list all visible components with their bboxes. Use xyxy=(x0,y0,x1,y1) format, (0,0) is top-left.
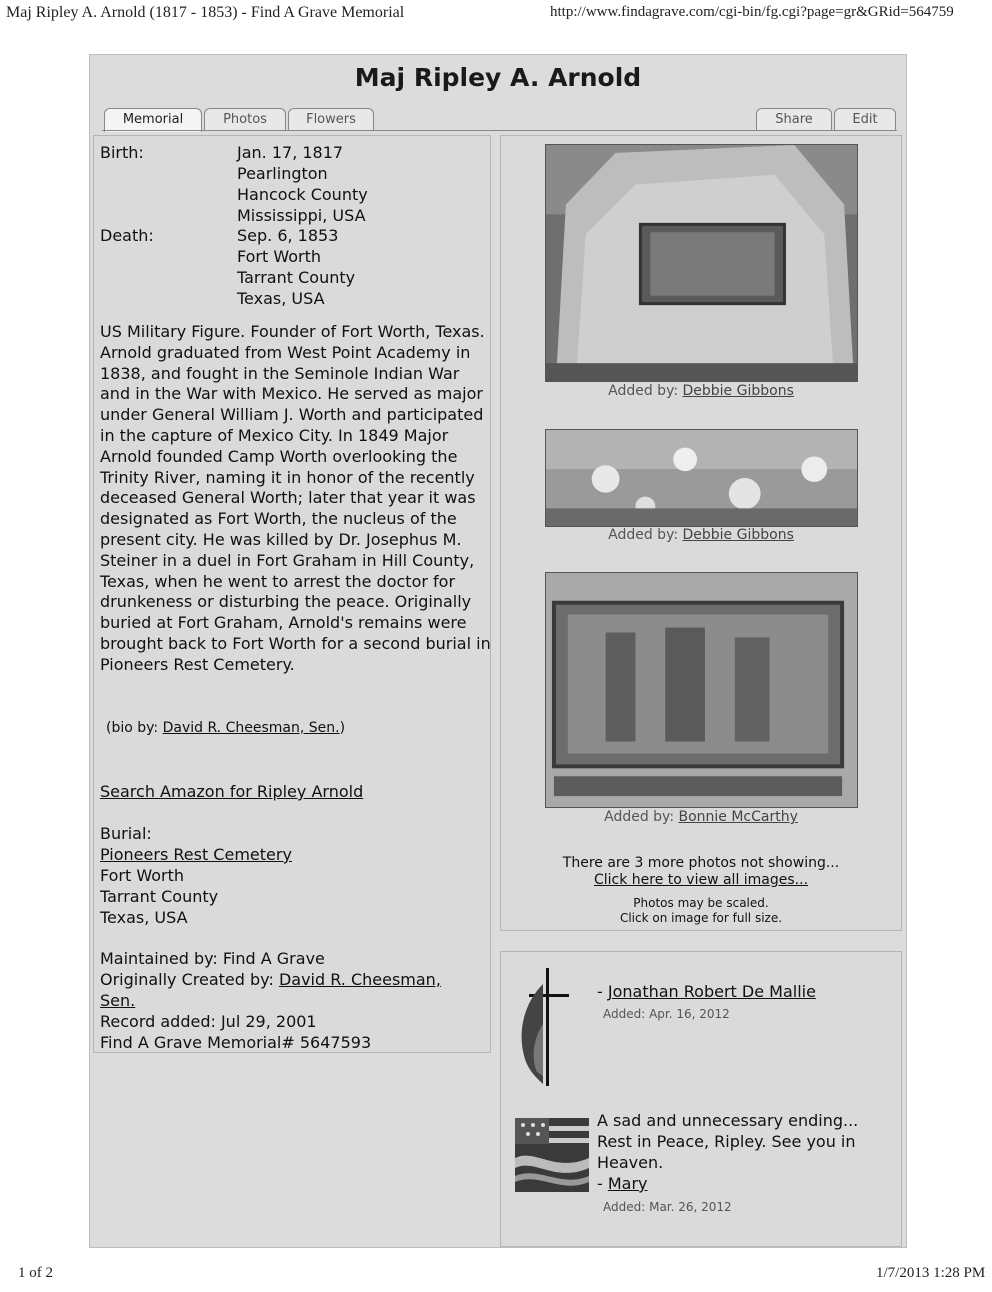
memorial-page xyxy=(89,54,907,1248)
edit-button[interactable]: Edit xyxy=(834,108,896,130)
bio-credit-suffix: ) xyxy=(339,720,346,736)
biography-text: US Military Figure. Founder of Fort Worth, Texas. Arnold graduated from West Point Academy in 1838, and fought in the Seminole Indian War and in the War with Mexico. He served as major under General William J. Worth and participated in the capture of Mexico City. In 1849 Major Arnold founded Camp Worth overlooking the Trinity River, naming it in honor of the recently deceased General Worth; later that year it was designated as Fort Worth, the nucleus of the present city. He was killed by Dr. Josephus M. Steiner in a duel in Fort Graham in Hill County, Texas, when he went to arrest the doctor for drunkeness or disturbing the peace. Originally buried at Fort Graham, Arnold's remains were brought back to Fort Worth for a second burial in Pioneers Rest Cemetery. xyxy=(100,322,491,674)
bio-author-link[interactable]: David R. Cheesman, Sen. xyxy=(162,720,340,736)
maintained-by: Maintained by: Find A Grave xyxy=(100,949,325,968)
bio-credit xyxy=(106,720,345,736)
burial-label: Burial: xyxy=(100,824,152,843)
photo-caption xyxy=(501,809,901,825)
added-by-label: Added by: xyxy=(604,809,679,825)
death-place-line: Tarrant County xyxy=(237,268,356,287)
record-info-block xyxy=(100,948,480,1053)
death-date: Sep. 6, 1853 xyxy=(237,226,339,245)
burial-place-line: Fort Worth xyxy=(100,866,185,885)
print-header-url: http://www.findagrave.com/cgi-bin/fg.cgi?page=gr&GRid=564759 xyxy=(550,4,954,20)
plaque-photo[interactable] xyxy=(545,572,858,808)
burial-place-line: Tarrant County xyxy=(100,887,219,906)
gravestone-photo[interactable] xyxy=(545,144,858,382)
birth-place-line: Pearlington xyxy=(237,164,328,183)
print-page-number: 1 of 2 xyxy=(18,1265,53,1281)
birth-label: Birth: xyxy=(100,143,144,162)
birth-place-line: Mississippi, USA xyxy=(237,206,366,225)
photo-scale-note: Photos may be scaled. xyxy=(633,896,769,910)
memorial-details-panel xyxy=(93,135,491,1053)
contributor-link[interactable]: Bonnie McCarthy xyxy=(678,809,798,825)
tab-flowers[interactable]: Flowers xyxy=(288,108,374,130)
signature-dash: - xyxy=(597,982,608,1001)
contributor-link[interactable]: Debbie Gibbons xyxy=(682,383,794,399)
burial-place-line: Texas, USA xyxy=(100,908,188,927)
tab-memorial[interactable]: Memorial xyxy=(104,108,202,132)
added-by-label: Added by: xyxy=(608,383,683,399)
photo-caption xyxy=(501,383,901,399)
memorial-number: Find A Grave Memorial# 5647593 xyxy=(100,1033,372,1052)
burial-block xyxy=(100,823,485,928)
photos-panel xyxy=(500,135,902,931)
birth-date: Jan. 17, 1817 xyxy=(237,143,344,162)
inscription-photo[interactable] xyxy=(545,429,858,527)
view-all-images-row xyxy=(501,872,901,888)
flower-signature xyxy=(597,981,816,1002)
flower-date: Added: Apr. 16, 2012 xyxy=(603,1007,730,1021)
share-button[interactable]: Share xyxy=(756,108,832,130)
flower-message-block xyxy=(597,1110,887,1194)
death-place-line: Texas, USA xyxy=(237,289,325,308)
tab-photos[interactable]: Photos xyxy=(204,108,286,130)
added-by-label: Added by: xyxy=(608,527,683,543)
flower-date: Added: Mar. 26, 2012 xyxy=(603,1200,732,1214)
print-timestamp: 1/7/2013 1:28 PM xyxy=(876,1265,986,1281)
birth-place-line: Hancock County xyxy=(237,185,368,204)
birth-values xyxy=(237,142,477,226)
record-added: Record added: Jul 29, 2001 xyxy=(100,1012,317,1031)
print-header-title: Maj Ripley A. Arnold (1817 - 1853) - Find A Grave Memorial xyxy=(6,4,405,21)
created-by-prefix: Originally Created by: xyxy=(100,970,279,989)
amazon-search-link[interactable]: Search Amazon for Ripley Arnold xyxy=(100,782,364,801)
photo-caption xyxy=(501,527,901,543)
bio-credit-prefix: (bio by: xyxy=(106,720,163,736)
flower-message: A sad and unnecessary ending... Rest in Peace, Ripley. See you in Heaven. xyxy=(597,1111,859,1172)
photo-click-note: Click on image for full size. xyxy=(619,911,783,925)
flag-photo-icon xyxy=(515,1118,589,1192)
signature-dash: - xyxy=(597,1174,608,1193)
cemetery-link[interactable]: Pioneers Rest Cemetery xyxy=(100,845,292,864)
page-title: Maj Ripley A. Arnold xyxy=(354,63,642,92)
death-place-line: Fort Worth xyxy=(237,247,322,266)
tab-divider xyxy=(102,130,897,131)
flowers-panel xyxy=(500,951,902,1247)
flower-author-link[interactable]: Jonathan Robert De Mallie xyxy=(607,982,816,1001)
amazon-search-block xyxy=(100,781,485,802)
death-values xyxy=(237,225,477,309)
creator-link[interactable]: David R. Cheesman, Sen. xyxy=(100,970,441,1010)
flower-author-link[interactable]: Mary xyxy=(607,1174,648,1193)
cross-flame-icon xyxy=(513,964,579,1090)
more-photos-text: There are 3 more photos not showing... xyxy=(562,855,840,871)
death-label: Death: xyxy=(100,226,154,245)
view-all-images-link[interactable]: Click here to view all images... xyxy=(593,872,809,888)
contributor-link[interactable]: Debbie Gibbons xyxy=(682,527,794,543)
